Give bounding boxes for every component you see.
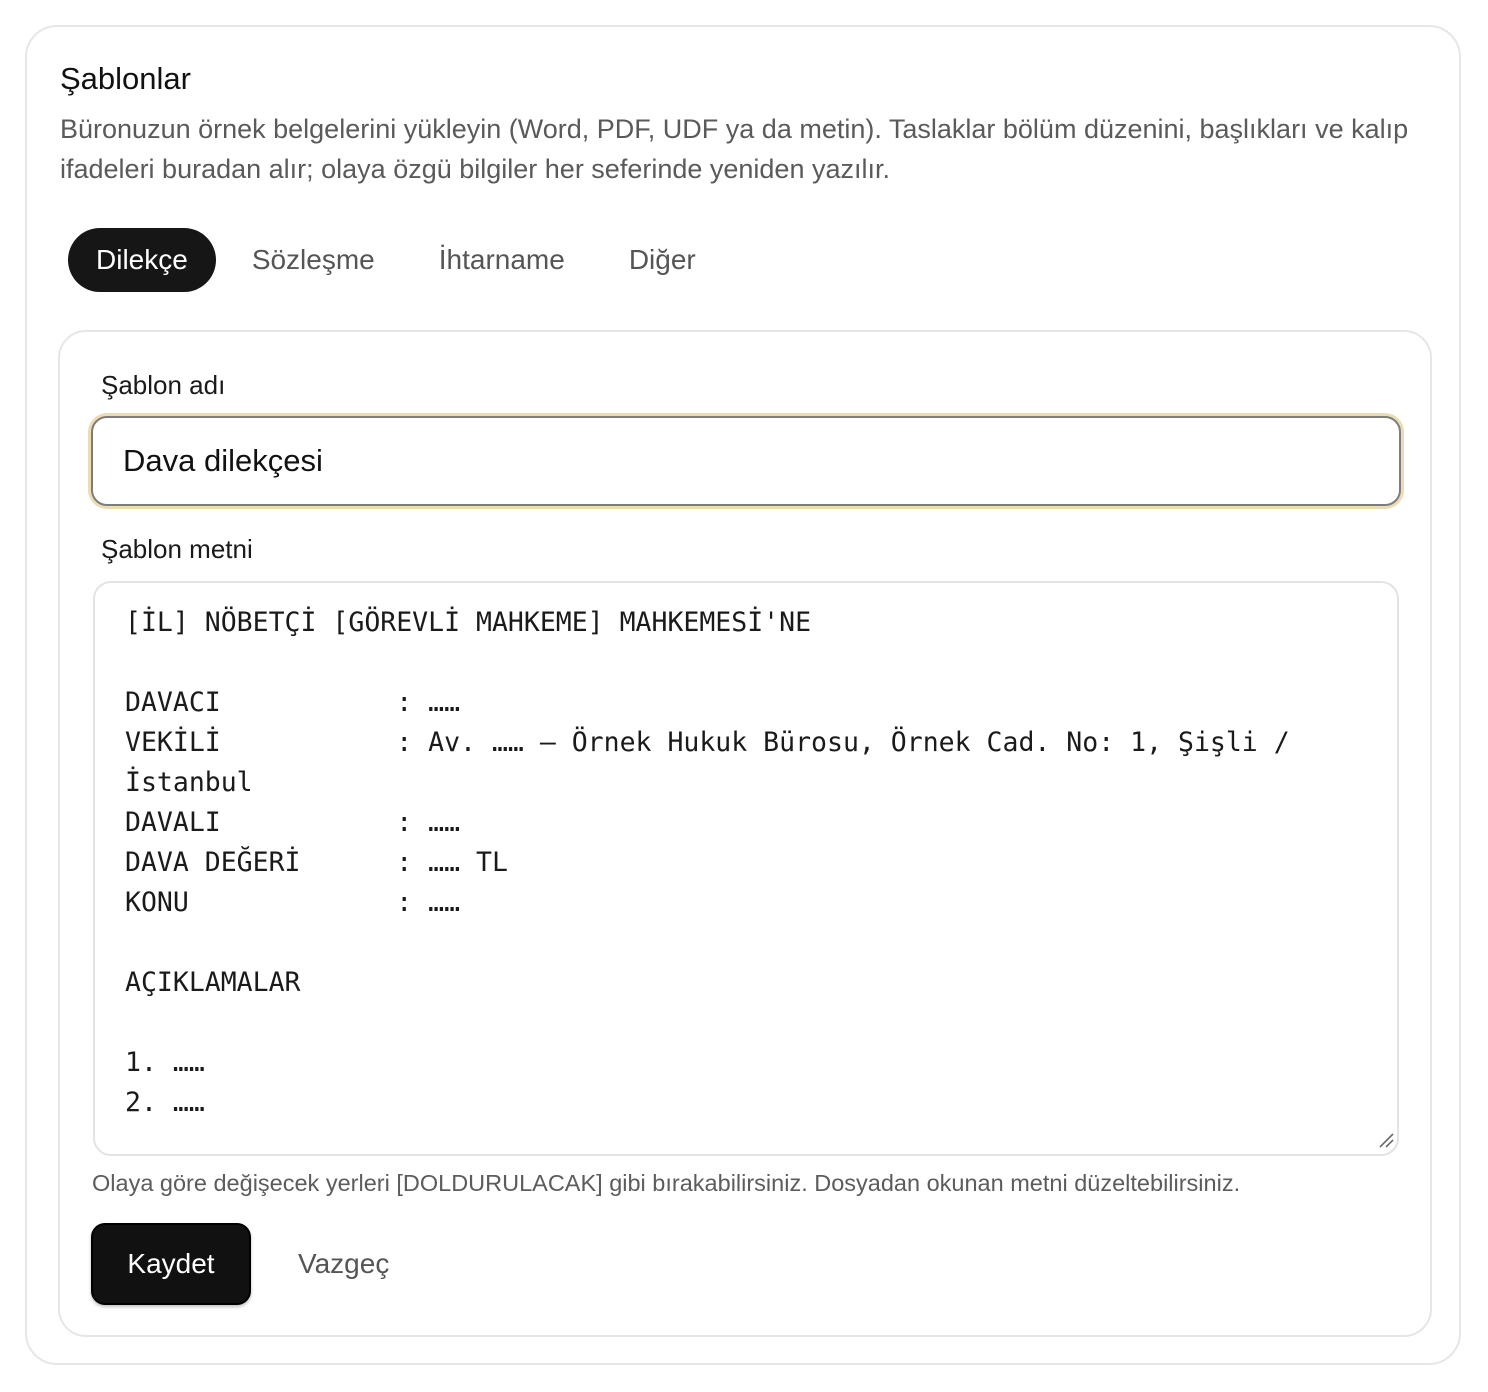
cancel-button[interactable]: Vazgeç [274, 1223, 413, 1305]
tab-dilekce[interactable]: Dilekçe [68, 228, 216, 292]
template-name-label: Şablon adı [101, 370, 226, 400]
tab-diger[interactable]: Diğer [628, 244, 696, 275]
tab-ihtarname[interactable]: İhtarname [438, 244, 565, 275]
template-type-tabs [68, 228, 732, 292]
template-hint-text: Olaya göre değişecek yerleri [DOLDURULACAK] gibi bırakabilirsiniz. Dosyadan okunan metni düzeltebilirsiniz. [92, 1170, 1241, 1196]
template-text-label: Şablon metni [101, 534, 253, 564]
templates-card [25, 25, 1461, 1365]
tab-sozlesme[interactable]: Sözleşme [251, 244, 375, 275]
section-description: Büronuzun örnek belgelerini yükleyin (Word, PDF, UDF ya da metin). Taslaklar bölüm düzenini, başlıkları ve kalıp ifadeleri buradan alır; olaya özgü bilgiler her seferinde yeniden yazılır. [60, 114, 1409, 184]
section-title: Şablonlar [60, 61, 191, 96]
resize-handle-icon[interactable] [1376, 1130, 1394, 1148]
template-name-input[interactable] [91, 416, 1401, 506]
template-text-area[interactable]: [İL] NÖBETÇİ [GÖREVLİ MAHKEME] MAHKEMESİ'NE DAVACI : …… VEKİLİ : Av. …… — Örnek Hukuk Bürosu, Örnek Cad. No: 1, Şişli / İstanbul DAVALI : …… DAVA DEĞERİ : …… TL KONU : …… AÇIKLAMALAR 1. …… 2. …… [93, 581, 1399, 1156]
save-button[interactable]: Kaydet [91, 1223, 251, 1305]
template-editor-panel [58, 330, 1432, 1337]
